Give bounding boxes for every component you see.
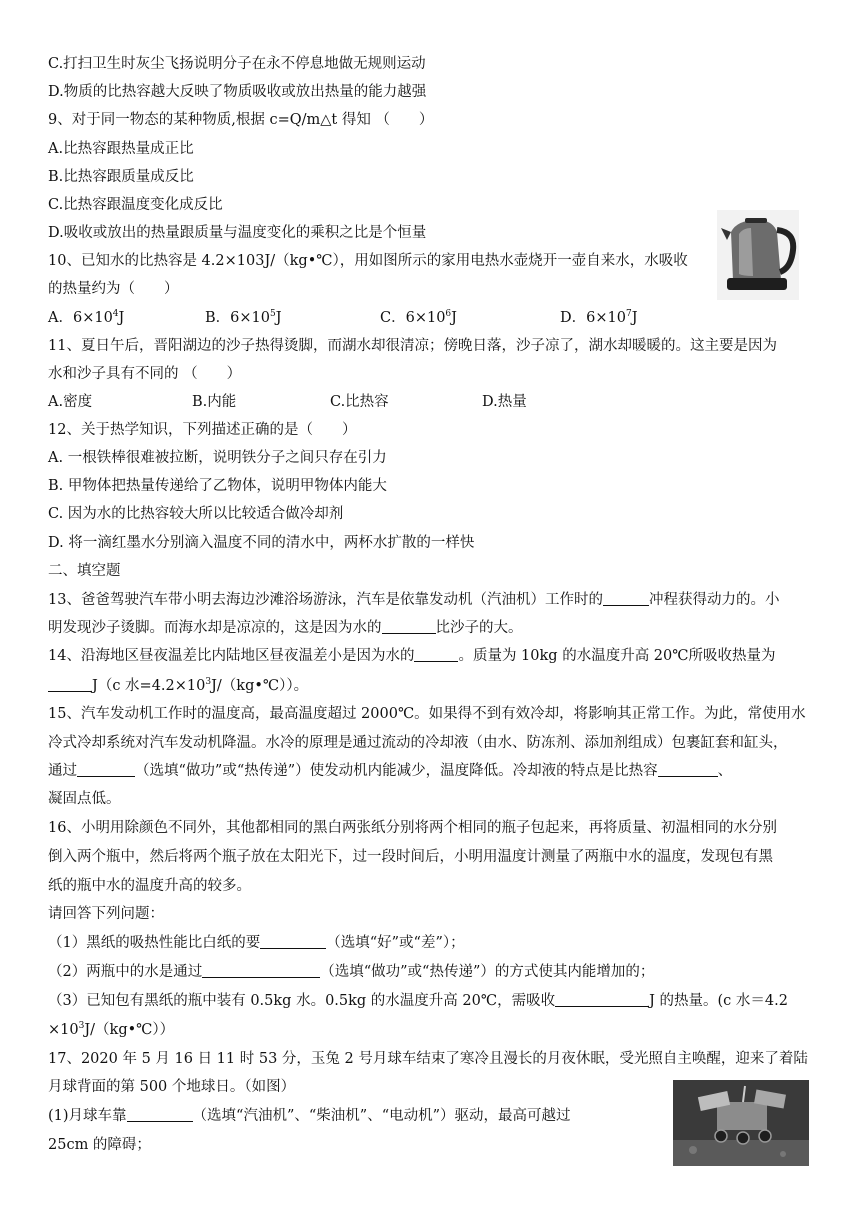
q14-blank-2[interactable] <box>48 677 92 692</box>
q16-sub-1: （1）黑纸的吸热性能比白纸的要 （选填“好”或“差”）； <box>48 935 465 951</box>
q13-blank-2[interactable] <box>382 619 436 634</box>
q11-option-b: B.内能 <box>192 394 237 410</box>
q16-blank-2[interactable] <box>202 963 320 978</box>
q16-blank-3[interactable] <box>555 992 649 1007</box>
q13-blank-1[interactable] <box>603 591 649 606</box>
q11-option-c: C.比热容 <box>330 394 389 410</box>
q17-line-2: 月球背面的第 500 个地球日。（如图） <box>48 1079 296 1095</box>
q10-option-d: D．$6\times 10^7J$ <box>560 309 638 326</box>
q14-blank-1[interactable] <box>414 647 458 662</box>
q11-stem: 11、夏日午后，晋阳湖边的沙子热得烫脚，而湖水却很清凉；傍晚日落，沙子凉了，湖水却暖暖的。这主要是因为 <box>48 338 777 354</box>
q8-option-c: C.打扫卫生时灰尘飞扬说明分子在永不停息地做无规则运动 <box>48 56 426 72</box>
q9-option-b: B.比热容跟质量成反比 <box>48 169 194 185</box>
q15-line-3: 通过 （选填“做功”或“热传递”）使发动机内能减少，温度降低。冷却液的特点是比热容 、 <box>48 763 733 779</box>
q11-option-d: D.热量 <box>482 394 527 410</box>
q14-line-1: 14、沿海地区昼夜温差比内陆地区昼夜温差小是因为水的 。质量为 10kg 的水温度升高 20℃所吸收热量为 <box>48 648 776 664</box>
q16-line-2: 倒入两个瓶中，然后将两个瓶子放在太阳光下，过一段时间后，小明用温度计测量了两瓶中水的温度，发现包有黑 <box>48 849 773 865</box>
q11-option-a: A.密度 <box>48 394 93 410</box>
q16-line-1: 16、小明用除颜色不同外，其他都相同的黑白两张纸分别将两个相同的瓶子包起来，再将质量、初温相同的水分别 <box>48 820 777 836</box>
electric-kettle-image <box>717 210 799 300</box>
q15-blank-2[interactable] <box>658 762 718 777</box>
q15-line-2: 冷式冷却系统对汽车发动机降温。水冷的原理是通过流动的冷却液（由水、防冻剂、添加剂组成）包裹缸套和缸头， <box>48 735 788 751</box>
q16-prompt: 请回答下列问题： <box>48 906 164 922</box>
q17-line-1: 17、2020 年 5 月 16 日 11 时 53 分，玉兔 2 号月球车结束了寒冷且漫长的月夜休眠，受光照自主唤醒，迎来了着陆 <box>48 1051 808 1067</box>
q10-stem: 10、已知水的比热容是 4.2×103J/（kg•℃），用如图所示的家用电热水壶烧开一壶自来水，水吸收 <box>48 253 688 269</box>
q12-option-d: D. 将一滴红墨水分别滴入温度不同的清水中，两杯水扩散的一样快 <box>48 535 475 551</box>
q16-sub-3-cont: $\times 10^3J/(kg•℃)$） <box>48 1021 175 1038</box>
q16-line-3: 纸的瓶中水的温度升高的较多。 <box>48 878 251 894</box>
q12-option-a: A. 一根铁棒很难被拉断，说明铁分子之间只存在引力 <box>48 450 387 466</box>
q15-blank-1[interactable] <box>77 762 135 777</box>
q15-line-1: 15、汽车发动机工作时的温度高，最高温度超过 2000℃。如果得不到有效冷却，将影响其正常工作。为此，常使用水 <box>48 706 806 722</box>
q16-blank-1[interactable] <box>260 934 326 949</box>
q17-sub-1-cont: 25cm 的障碍； <box>48 1137 151 1153</box>
q9-option-a: A.比热容跟热量成正比 <box>48 141 194 157</box>
q9-option-d: D.吸收或放出的热量跟质量与温度变化的乘积之比是个恒量 <box>48 225 427 241</box>
q12-option-c: C. 因为水的比热容较大所以比较适合做冷却剂 <box>48 506 344 522</box>
q13-line-2: 明发现沙子烫脚。而海水却是凉凉的，这是因为水的 比沙子的大。 <box>48 620 523 636</box>
q8-option-d: D.物质的比热容越大反映了物质吸收或放出热量的能力越强 <box>48 84 427 100</box>
q15-line-4: 凝固点低。 <box>48 791 121 807</box>
q12-stem: 12、关于热学知识，下列描述正确的是（ ） <box>48 422 357 438</box>
q9-stem: 9、对于同一物态的某种物质,根据 c=Q/m△t 得知 （ ） <box>48 112 434 128</box>
q17-sub-1: (1)月球车靠 （选填“汽油机”、“柴油机”、“电动机”）驱动，最高可越过 <box>48 1108 571 1124</box>
q12-option-b: B. 甲物体把热量传递给了乙物体，说明甲物体内能大 <box>48 478 387 494</box>
q16-sub-2: （2）两瓶中的水是通过 （选填“做功”或“热传递”）的方式使其内能增加的； <box>48 964 655 980</box>
q9-option-c: C.比热容跟温度变化成反比 <box>48 197 223 213</box>
q10-option-a: A．$6\times 10^4J$ <box>48 309 125 326</box>
section-heading-fill-in: 二、填空题 <box>48 563 121 579</box>
q14-line-2: J（c 水$=4.2\times 10^3J/(kg•℃)$）。 <box>48 676 308 696</box>
q11-stem-cont: 水和沙子具有不同的 （ ） <box>48 366 242 382</box>
q10-option-c: C．$6\times 10^6J$ <box>380 309 457 326</box>
q13-line-1: 13、爸爸驾驶汽车带小明去海边沙滩浴场游泳，汽车是依靠发动机（汽油机）工作时的 冲程获得动力的。小 <box>48 592 780 608</box>
q10-option-b: B．$6\times 10^5J$ <box>205 309 282 326</box>
q17-blank-1[interactable] <box>127 1107 193 1122</box>
lunar-rover-image <box>673 1080 809 1166</box>
q16-sub-3: （3）已知包有黑纸的瓶中装有 0.5kg 水。0.5kg 的水温度升高 20℃，需吸收 J 的热量。(c 水＝4.2 <box>48 993 788 1009</box>
q10-stem-cont: 的热量约为（ ） <box>48 281 179 297</box>
